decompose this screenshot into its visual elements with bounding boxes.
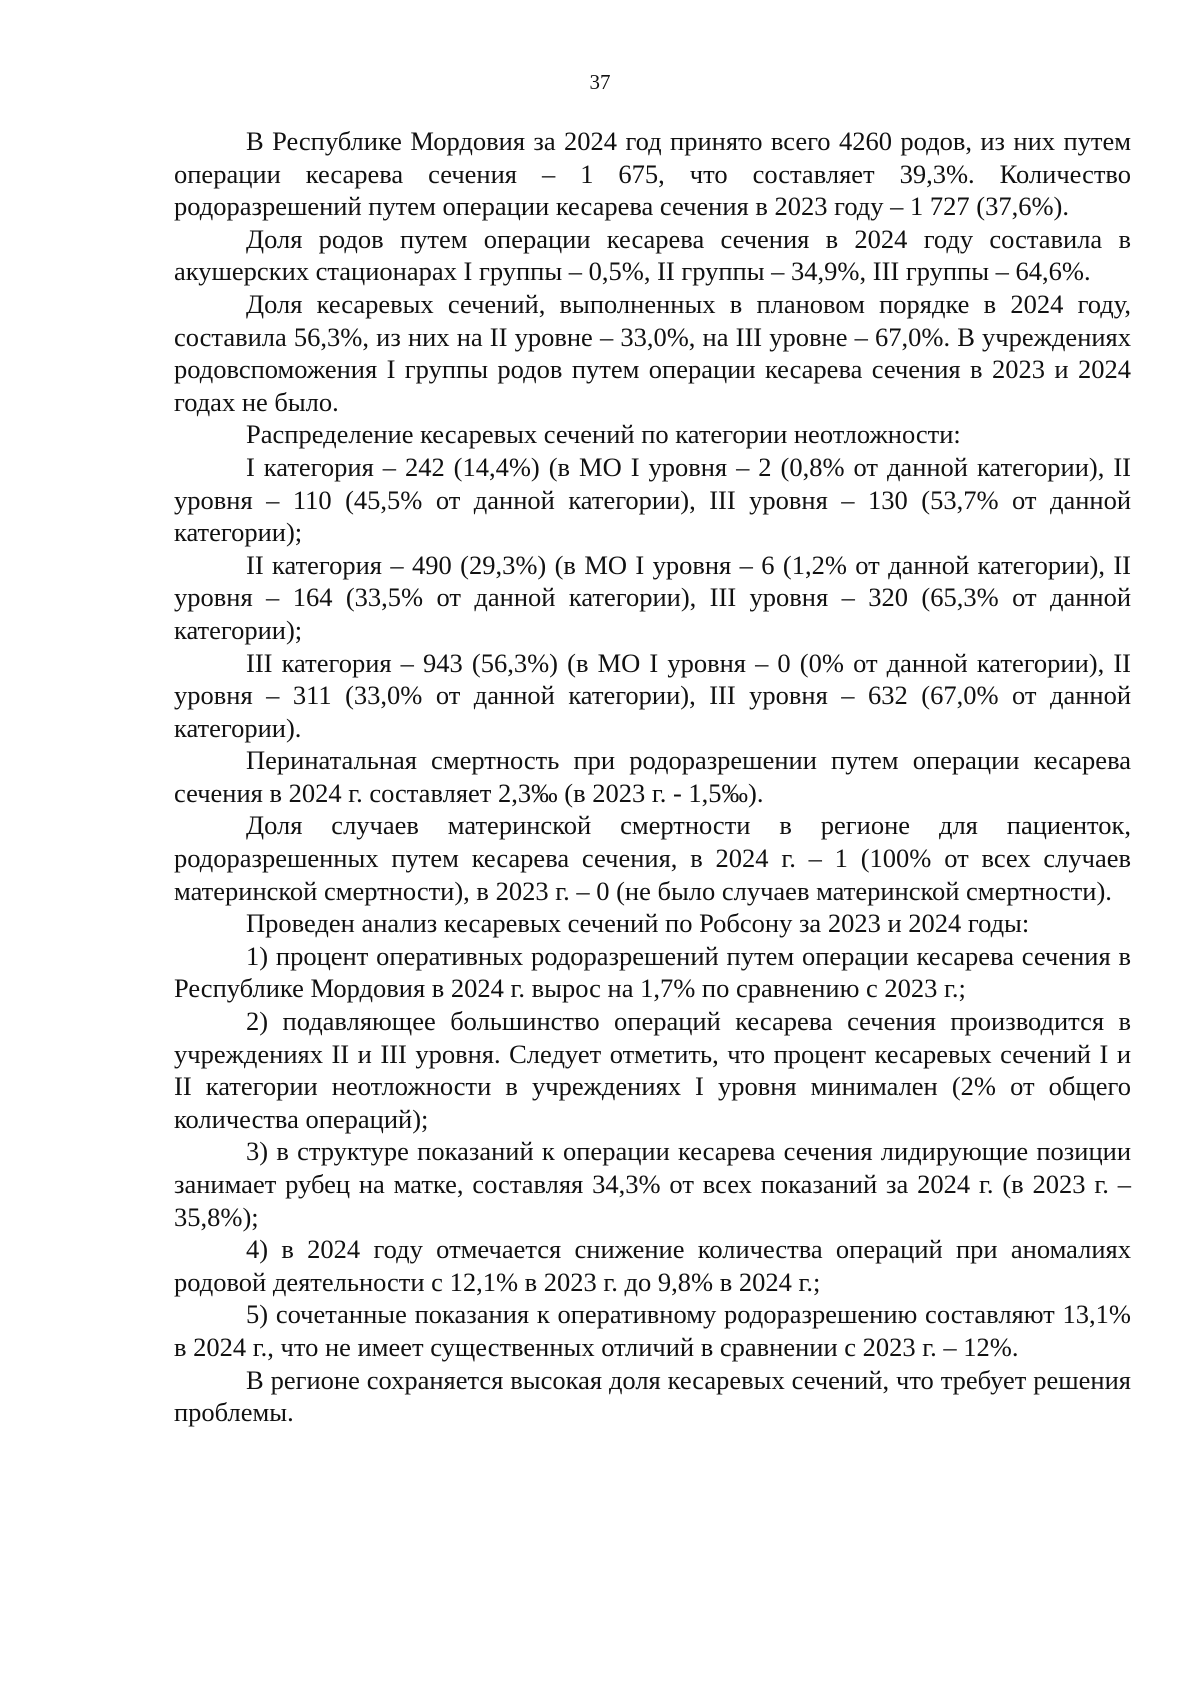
- paragraph-perinatal-mortality: Перинатальная смертность при родоразрешении путем операции кесарева сечения в 2024 г. составляет 2,3‰ (в 2023 г. - 1,5‰).: [174, 745, 1131, 808]
- list-item-4: 4) в 2024 году отмечается снижение количества операций при аномалиях родовой деятельности с 12,1% в 2023 г. до 9,8% в 2024 г.;: [174, 1234, 1131, 1297]
- paragraph-share-by-group: Доля родов путем операции кесарева сечения в 2024 году составила в акушерских стационарах I группы – 0,5%, II группы – 34,9%, III группы – 64,6%.: [174, 223, 1131, 287]
- document-body: [174, 125, 1131, 1429]
- list-item-5: 5) сочетанные показания к оперативному родоразрешению составляют 13,1% в 2024 г., что не имеет существенных отличий в сравнении с 2023 г. – 12%.: [174, 1299, 1131, 1362]
- paragraph-category-2: II категория – 490 (29,3%) (в МО I уровня – 6 (1,2% от данной категории), II уровня – 164 (33,5% от данной категории), III уровня – 320 (65,3% от данной категории);: [174, 549, 1131, 645]
- list-item-2: 2) подавляющее большинство операций кесарева сечения производится в учреждениях II и III уровня. Следует отметить, что процент кесаревых сечений I и II категории неотложности в учреждениях I уровня минимален (2% от общего количества операций);: [174, 1006, 1131, 1134]
- list-item-3: 3) в структуре показаний к операции кесарева сечения лидирующие позиции занимает рубец на матке, составляя 34,3% от всех показаний за 2024 г. (в 2023 г. – 35,8%);: [174, 1136, 1131, 1232]
- paragraph-conclusion: В регионе сохраняется высокая доля кесаревых сечений, что требует решения проблемы.: [174, 1364, 1131, 1428]
- paragraph-robson-intro: Проведен анализ кесаревых сечений по Робсону за 2023 и 2024 годы:: [246, 908, 1030, 939]
- paragraph-category-3: III категория – 943 (56,3%) (в МО I уровня – 0 (0% от данной категории), II уровня – 311 (33,0% от данной категории), III уровня – 632 (67,0% от данной категории).: [174, 647, 1131, 743]
- paragraph-urgency-intro: Распределение кесаревых сечений по категории неотложности:: [246, 419, 961, 450]
- page-number: 37: [589, 70, 611, 94]
- paragraph-maternal-mortality: Доля случаев материнской смертности в регионе для пациенток, родоразрешенных путем кесарева сечения, в 2024 г. – 1 (100% от всех случаев материнской смертности), в 2023 г. – 0 (не было случаев материнской смертности).: [174, 810, 1131, 906]
- paragraph-planned-sections: Доля кесаревых сечений, выполненных в плановом порядке в 2024 году, составила 56,3%, из них на II уровне – 33,0%, на III уровне – 67,0%. В учреждениях родовспоможения I группы родов путем операции кесарева сечения в 2023 и 2024 годах не было.: [174, 288, 1131, 417]
- paragraph-births-total: В Республике Мордовия за 2024 год принято всего 4260 родов, из них путем операции кесарева сечения – 1 675, что составляет 39,3%. Количество родоразрешений путем операции кесарева сечения в 2023 году – 1 727 (37,6%).: [174, 126, 1131, 222]
- paragraph-category-1: I категория – 242 (14,4%) (в МО I уровня – 2 (0,8% от данной категории), II уровня – 110 (45,5% от данной категории), III уровня – 130 (53,7% от данной категории);: [174, 451, 1131, 548]
- list-item-1: 1) процент оперативных родоразрешений путем операции кесарева сечения в Республике Мордовия в 2024 г. вырос на 1,7% по сравнению с 2023 г.;: [174, 940, 1131, 1004]
